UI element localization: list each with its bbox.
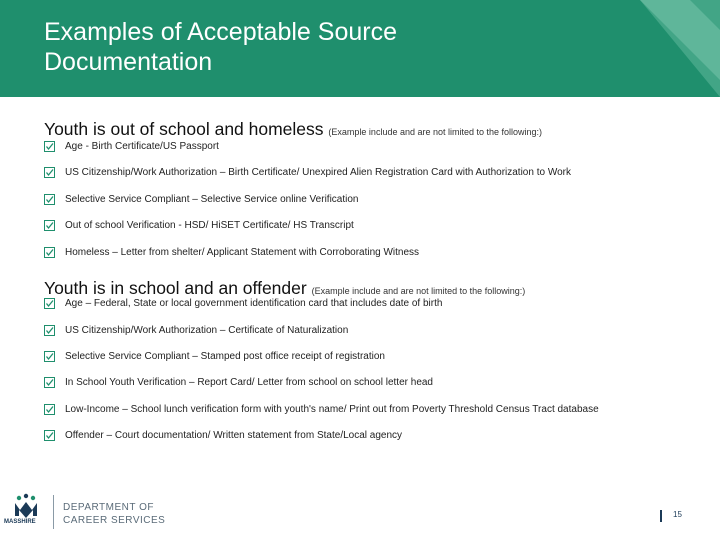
section-heading-text: Youth is out of school and homeless (44, 119, 324, 139)
checked-box-icon (44, 194, 55, 205)
checked-box-icon (44, 430, 55, 441)
checked-box-icon (44, 220, 55, 231)
page-number-bar (660, 510, 662, 522)
footer-divider (53, 495, 54, 529)
list-item-text: In School Youth Verification – Report Card/ Letter from school on school letter head (65, 377, 433, 388)
title-line-2: Documentation (44, 48, 213, 76)
checked-box-icon (44, 404, 55, 415)
checked-box-icon (44, 325, 55, 336)
checked-box-icon (44, 141, 55, 152)
section-heading-out-of-school (44, 119, 542, 140)
section-heading-in-school-offender (44, 278, 525, 299)
page-number: 15 (673, 510, 682, 519)
checked-box-icon (44, 167, 55, 178)
title-banner (0, 0, 720, 97)
department-name-line-1: DEPARTMENT OF (63, 502, 154, 513)
list-item-text: US Citizenship/Work Authorization – Certificate of Naturalization (65, 325, 349, 336)
department-name-line-2: CAREER SERVICES (63, 515, 166, 526)
list-item-text: Age - Birth Certificate/US Passport (65, 141, 219, 152)
checked-box-icon (44, 247, 55, 258)
section-heading-text: Youth is in school and an offender (44, 278, 307, 298)
section-note: (Example include and are not limited to the following:) (311, 286, 526, 296)
list-item-text: Selective Service Compliant – Stamped post office receipt of registration (65, 351, 385, 362)
list-item-text: Out of school Verification - HSD/ HiSET Certificate/ HS Transcript (65, 220, 354, 231)
checked-box-icon (44, 298, 55, 309)
page-title (44, 17, 604, 77)
list-item-text: Low-Income – School lunch verification form with youth's name/ Print out from Poverty Threshold Census Tract database (65, 404, 599, 415)
checked-box-icon (44, 377, 55, 388)
checked-box-icon (44, 351, 55, 362)
list-item-text: Offender – Court documentation/ Written statement from State/Local agency (65, 430, 403, 441)
list-item-text: US Citizenship/Work Authorization – Birth Certificate/ Unexpired Alien Registration Card with Authorization to Work (65, 167, 571, 178)
section-note: (Example include and are not limited to the following:) (328, 127, 543, 137)
title-line-1: Examples of Acceptable Source (44, 18, 397, 46)
list-item-text: Selective Service Compliant – Selective Service online Verification (65, 194, 359, 205)
list-item-text: Homeless – Letter from shelter/ Applicant Statement with Corroborating Witness (65, 247, 420, 258)
list-item-text: Age – Federal, State or local government identification card that includes date of birth (65, 298, 443, 309)
brand-name: MASSHIRE (4, 519, 36, 525)
masshire-logo-icon (6, 492, 46, 532)
